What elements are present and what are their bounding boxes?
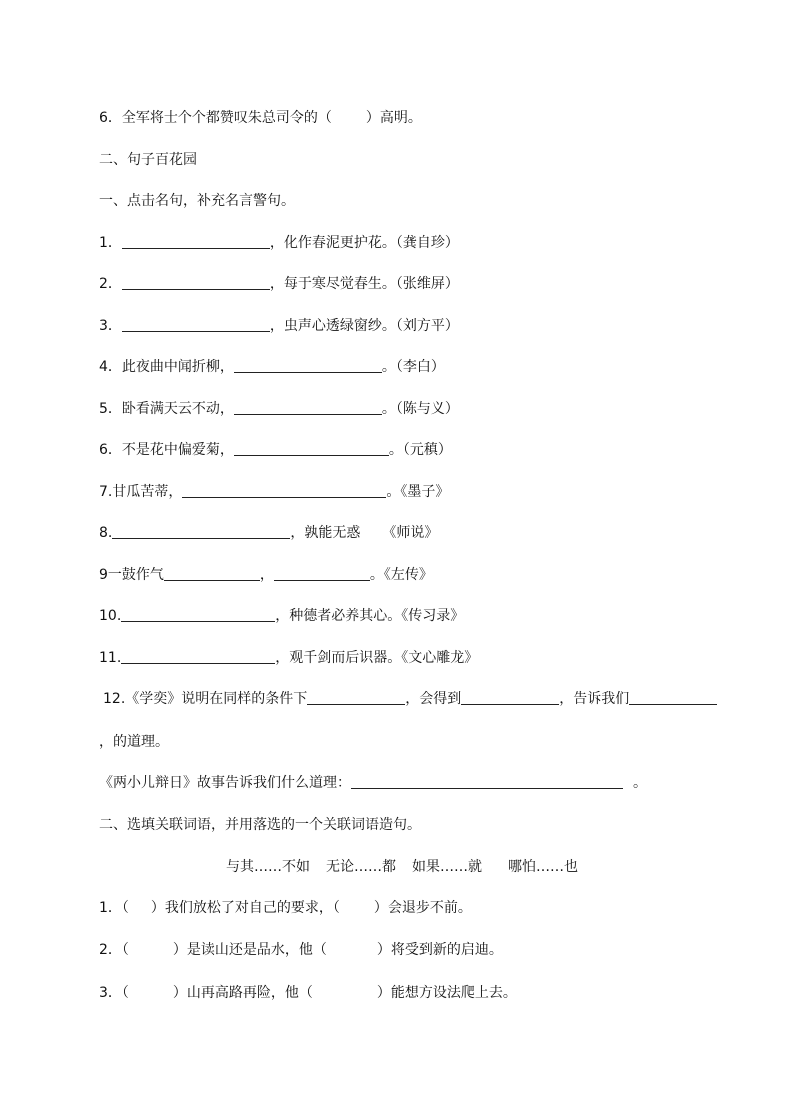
option-1: 与其……不如 (226, 859, 310, 875)
section-heading-conjunctions: 二、选填关联词语，并用落选的一个关联词语造句。 (99, 817, 421, 833)
quote-8: 8. ，孰能无惑 《师说》 (99, 525, 439, 541)
answer-blank[interactable] (274, 566, 370, 581)
quote-3: 3． ，虫声心透绿窗纱。（刘方平） (99, 318, 459, 334)
question-13: 《两小儿辩日》故事告诉我们什么道理： 。 (99, 775, 647, 791)
answer-blank[interactable] (121, 607, 275, 622)
question-6: 6．全军将士个个都赞叹朱总司令的（ ）高明。 (99, 110, 422, 126)
answer-blank[interactable] (234, 441, 389, 456)
conjunction-question-3: 3．（ ）山再高路再险，他（ ）能想方设法爬上去。 (99, 985, 517, 1001)
question-12-continued: ，的道理。 (99, 734, 169, 750)
option-2: 无论……都 (326, 859, 396, 875)
answer-blank[interactable] (307, 690, 405, 705)
section-heading-quotes: 一、点击名句，补充名言警句。 (99, 193, 295, 209)
question-12: 12.《学奕》说明在同样的条件下 ，会得到 ，告诉我们 (103, 689, 717, 709)
answer-blank[interactable] (121, 649, 275, 664)
option-3: 如果……就 (412, 859, 482, 875)
answer-blank[interactable] (122, 275, 270, 290)
quote-11: 11. ，观千剑而后识器。《文心雕龙》 (99, 650, 479, 666)
conjunction-options (226, 857, 578, 877)
quote-9: 9一鼓作气 ， 。《左传》 (99, 567, 433, 583)
answer-blank[interactable] (122, 234, 270, 249)
answer-blank[interactable] (234, 358, 382, 373)
answer-blank[interactable] (182, 483, 386, 498)
quote-10: 10. ，种德者必养其心。《传习录》 (99, 608, 465, 624)
section-heading-sentences: 二、句子百花园 (99, 152, 197, 168)
answer-blank[interactable] (234, 400, 382, 415)
conjunction-question-2: 2．（ ）是读山还是品水，他（ ）将受到新的启迪。 (99, 942, 503, 958)
option-4: 哪怕……也 (508, 859, 578, 875)
conjunction-question-1: 1．（ ）我们放松了对自己的要求，（ ）会退步不前。 (99, 900, 472, 916)
quote-6: 6．不是花中偏爱菊， 。（元稹） (99, 442, 452, 458)
quote-2: 2． ，每于寒尽觉春生。（张维屏） (99, 276, 459, 292)
quote-1: 1． ，化作春泥更护花。（龚自珍） (99, 235, 459, 251)
answer-blank[interactable] (351, 774, 623, 789)
answer-blank[interactable] (461, 690, 559, 705)
answer-blank[interactable] (629, 690, 717, 705)
answer-blank[interactable] (122, 317, 270, 332)
quote-7: 7.甘瓜苦蒂， 。《墨子》 (99, 484, 450, 500)
quote-5: 5．卧看满天云不动， 。（陈与义） (99, 401, 459, 417)
quote-4: 4．此夜曲中闻折柳， 。（李白） (99, 359, 445, 375)
answer-blank[interactable] (164, 566, 260, 581)
answer-blank[interactable] (112, 524, 290, 539)
